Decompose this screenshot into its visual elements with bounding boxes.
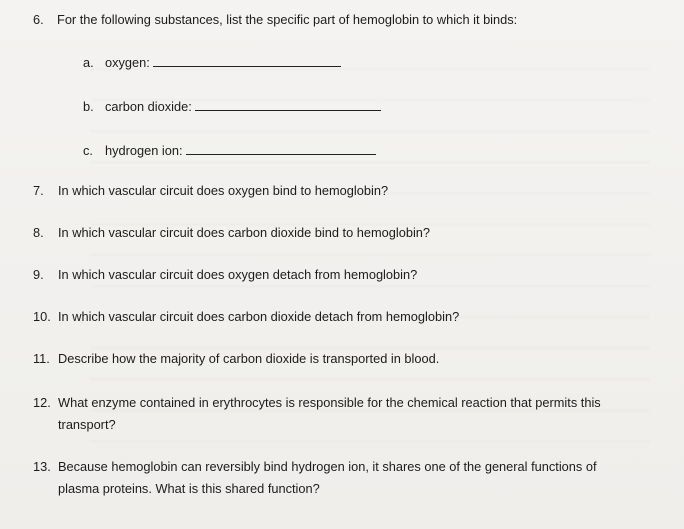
- answer-line-oxygen[interactable]: [153, 54, 341, 67]
- question-8: [33, 223, 430, 243]
- question-text-line-2: transport?: [58, 417, 116, 432]
- item-letter: b.: [83, 99, 94, 114]
- question-number: 12.: [33, 395, 51, 410]
- item-letter: a.: [83, 55, 94, 70]
- question-text-line-1: What enzyme contained in erythrocytes is responsible for the chemical reaction that permits this: [58, 395, 601, 410]
- q6-item-hydrogen-ion: [83, 142, 376, 160]
- question-text: In which vascular circuit does carbon dioxide detach from hemoglobin?: [58, 309, 460, 324]
- question-number: 6.: [33, 12, 44, 27]
- question-10: [33, 307, 459, 327]
- question-number: 8.: [33, 225, 44, 240]
- question-number: 11.: [33, 351, 50, 366]
- question-text-line-1: Because hemoglobin can reversibly bind hydrogen ion, it shares one of the general functions of: [58, 459, 597, 474]
- question-text: In which vascular circuit does oxygen detach from hemoglobin?: [58, 267, 418, 282]
- item-letter: c.: [83, 143, 93, 158]
- question-number: 10.: [33, 309, 51, 324]
- question-number: 9.: [33, 267, 44, 282]
- answer-line-hydrogen-ion[interactable]: [186, 142, 376, 155]
- question-6: [33, 10, 517, 30]
- q6-item-carbon-dioxide: [83, 98, 381, 116]
- question-13: [33, 457, 597, 499]
- question-11: [33, 349, 439, 369]
- item-label: carbon dioxide:: [105, 99, 192, 114]
- question-text: For the following substances, list the specific part of hemoglobin to which it binds:: [57, 12, 518, 27]
- item-label: hydrogen ion:: [105, 143, 183, 158]
- question-text: In which vascular circuit does carbon dioxide bind to hemoglobin?: [58, 225, 431, 240]
- answer-line-carbon-dioxide[interactable]: [195, 98, 381, 111]
- question-9: [33, 265, 417, 285]
- question-text: In which vascular circuit does oxygen bind to hemoglobin?: [58, 183, 389, 198]
- question-number: 7.: [33, 183, 44, 198]
- question-text-line-2: plasma proteins. What is this shared function?: [58, 481, 320, 496]
- item-label: oxygen:: [105, 55, 150, 70]
- question-number: 13.: [33, 459, 51, 474]
- question-7: [33, 181, 388, 201]
- q6-item-oxygen: [83, 54, 341, 72]
- question-12: [33, 393, 601, 435]
- question-text: Describe how the majority of carbon dioxide is transported in blood.: [58, 351, 440, 366]
